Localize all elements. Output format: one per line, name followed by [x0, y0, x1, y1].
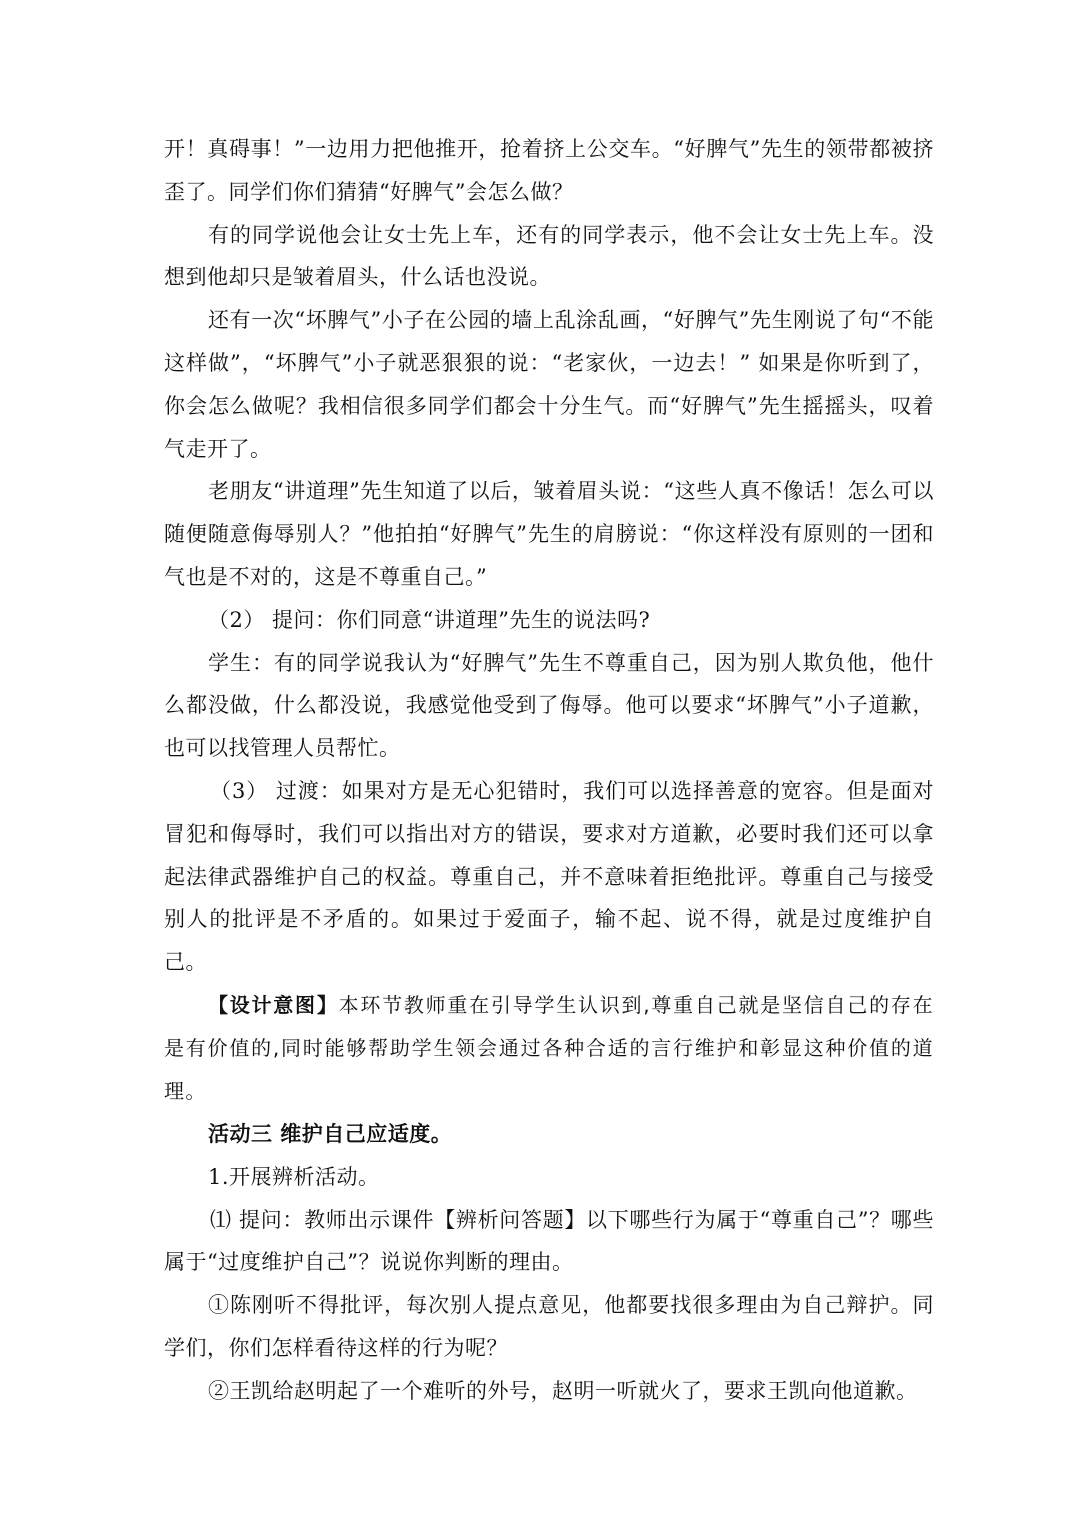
paragraph-student-guesses: 有的同学说他会让女士先上车，还有的同学表示，他不会让女士先上车。没想到他却只是皱着眉头，什么话也没说。 — [164, 222, 934, 290]
paragraph-question-2: （2） 提问：你们同意“讲道理”先生的说法吗? — [208, 607, 651, 632]
activity-heading: 活动三 维护自己应适度。 — [208, 1120, 453, 1146]
document-body — [164, 128, 934, 1413]
step-heading: 1.开展辨析活动。 — [208, 1164, 380, 1189]
case-2: ②王凯给赵明起了一个难听的外号，赵明一听就火了，要求王凯向他道歉。 — [208, 1378, 918, 1403]
paragraph-transition-3: （3） 过渡：如果对方是无心犯错时，我们可以选择善意的宽容。但是面对冒犯和侮辱时，我们可以指出对方的错误，要求对方道歉，必要时我们还可以拿起法律武器维护自己的权益。尊重自己，并不意味着拒绝批评。尊重自己与接受别人的批评是不矛盾的。如果过于爱面子，输不起、说不得，就是过度维护自己。 — [164, 778, 934, 975]
paragraph-park-story: 还有一次“坏脾气”小子在公园的墙上乱涂乱画，“好脾气”先生刚说了句“不能这样做”，“坏脾气”小子就恶狠狠的说：“老家伙，一边去！” 如果是你听到了，你会怎么做呢？我相信很多同学们都会十分生气。而“好脾气”先生摇摇头，叹着气走开了。 — [164, 308, 934, 461]
design-intent-text: 本环节教师重在引导学生认识到,尊重自己就是坚信自己的存在是有价值的,同时能够帮助学生领会通过各种合适的言行维护和彰显这种价值的道理。 — [164, 992, 934, 1103]
design-intent — [164, 984, 934, 1113]
question-1: ⑴ 提问：教师出示课件【辨析问答题】以下哪些行为属于“尊重自己”？哪些属于“过度维护自己”？说说你判断的理由。 — [164, 1207, 934, 1275]
case-1: ①陈刚听不得批评，每次别人提点意见，他都要找很多理由为自己辩护。同学们，你们怎样看待这样的行为呢？ — [164, 1293, 934, 1360]
paragraph-student-answer: 学生：有的同学说我认为“好脾气”先生不尊重自己，因为别人欺负他，他什么都没做，什么都没说，我感觉他受到了侮辱。他可以要求“坏脾气”小子道歉，也可以找管理人员帮忙。 — [164, 650, 934, 761]
design-intent-label: 【设计意图】 — [208, 992, 339, 1017]
paragraph-reasoning-friend: 老朋友“讲道理”先生知道了以后，皱着眉头说：“这些人真不像话！怎么可以随便随意侮辱别人？”他拍拍“好脾气”先生的肩膀说：“你这样没有原则的一团和气也是不对的，这是不尊重自己。” — [164, 479, 934, 589]
paragraph-bus-story: 开！真碍事！”一边用力把他推开，抢着挤上公交车。“好脾气”先生的领带都被挤歪了。同学们你们猜猜“好脾气”会怎么做？ — [164, 137, 934, 204]
